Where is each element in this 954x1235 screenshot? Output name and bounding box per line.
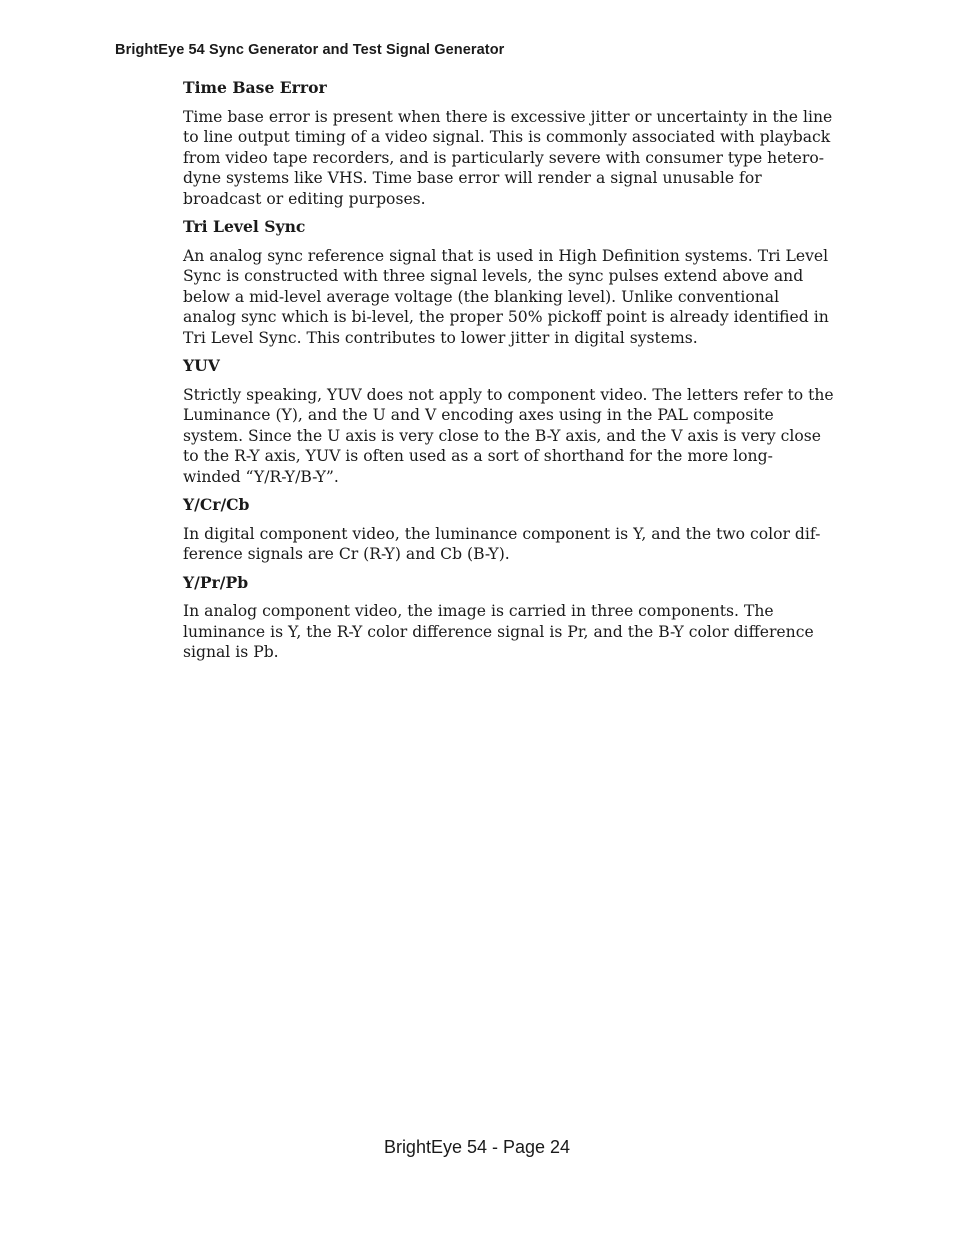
definition-line: signal is Pb. [183, 643, 279, 661]
definition-line: An analog sync reference signal that is used in High Definition systems. Tri Level [183, 246, 829, 265]
definition-line: dyne systems like VHS. Time base error will render a signal unusable for [183, 169, 762, 187]
definition-line: In digital component video, the luminance component is Y, and the two color dif- [183, 524, 821, 543]
definition-line: ference signals are Cr (R-Y) and Cb (B-Y). [183, 545, 510, 563]
glossary-entry-y-cr-cb [183, 495, 843, 565]
term-definition [183, 601, 843, 663]
term-heading: Time Base Error [183, 78, 327, 97]
glossary-entry-time-base-error [183, 78, 843, 209]
definition-line: luminance is Y, the R-Y color difference signal is Pr, and the B-Y color difference [183, 622, 814, 641]
term-definition [183, 246, 843, 349]
glossary-content [183, 78, 843, 671]
definition-line: winded “Y/R-Y/B-Y”. [183, 467, 339, 486]
definition-line: In analog component video, the image is carried in three components. The [183, 602, 774, 620]
definition-line: broadcast or editing purposes. [183, 189, 426, 208]
definition-line: from video tape recorders, and is particularly severe with consumer type hetero- [183, 148, 825, 167]
definition-line: Sync is constructed with three signal levels, the sync pulses extend above and [183, 267, 804, 285]
definition-line: system. Since the U axis is very close to the B-Y axis, and the V axis is very close [183, 426, 822, 445]
term-heading: YUV [183, 356, 220, 375]
definition-line: to line output timing of a video signal. This is commonly associated with playback [183, 128, 831, 146]
definition-line: Strictly speaking, YUV does not apply to component video. The letters refer to the [183, 385, 834, 404]
running-header: BrightEye 54 Sync Generator and Test Signal Generator [115, 42, 505, 58]
definition-line: Luminance (Y), and the U and V encoding axes using in the PAL composite [183, 406, 774, 424]
glossary-entry-yuv [183, 356, 843, 487]
glossary-entry-tri-level-sync [183, 217, 843, 348]
page-footer: BrightEye 54 - Page 24 [383, 1137, 571, 1157]
definition-line: analog sync which is bi-level, the proper 50% pickoff point is already identified in [183, 308, 829, 326]
term-heading: Y/Pr/Pb [183, 572, 249, 592]
term-heading: Y/Cr/Cb [183, 495, 250, 514]
definition-line: to the R-Y axis, YUV is often used as a sort of shorthand for the more long- [183, 447, 773, 465]
term-definition [183, 107, 843, 210]
term-heading: Tri Level Sync [183, 217, 306, 236]
definition-line: Time base error is present when there is excessive jitter or uncertainty in the line [183, 107, 833, 126]
glossary-entry-y-pr-pb [183, 573, 843, 663]
definition-line: Tri Level Sync. This contributes to lower jitter in digital systems. [183, 328, 698, 347]
term-definition [183, 524, 843, 565]
definition-line: below a mid-level average voltage (the blanking level). Unlike conventional [183, 287, 780, 306]
term-definition [183, 385, 843, 488]
